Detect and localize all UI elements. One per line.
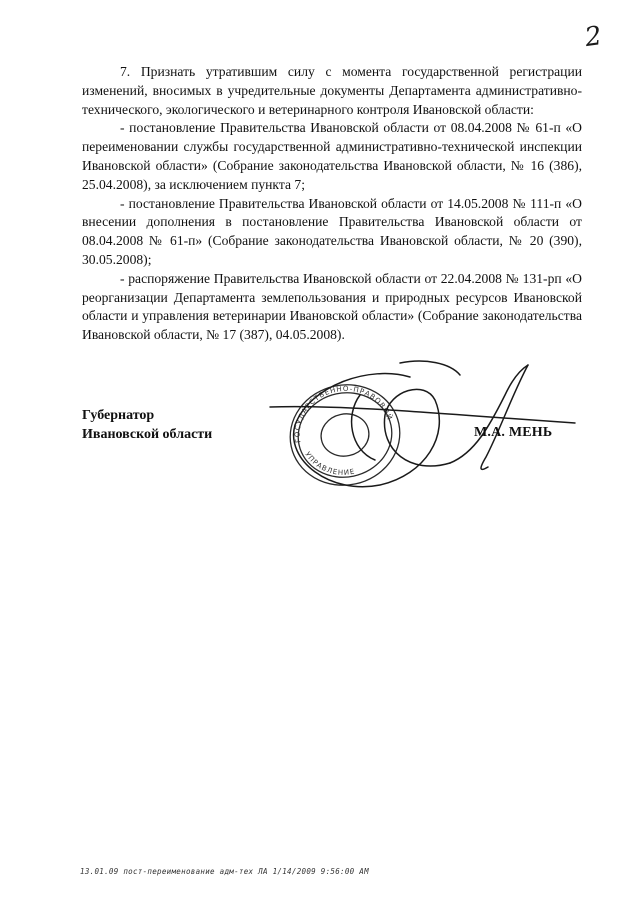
signatory-position-line2: Ивановской области <box>82 427 213 442</box>
signatory-position-line1: Губернатор <box>82 408 155 423</box>
page-number: 2 <box>582 20 604 54</box>
paragraph-resolution-111p: - постановление Правительства Ивановской области от 14.05.2008 № 111-п «О внесении дополнения в постановление Правительства Ивановской области от 08.04.2008 № 61-п» (Собрание законодательства Ивановской области, № 20 (390), 30.05.2008); <box>82 195 582 267</box>
paragraph-item-7: 7. Признать утратившим силу с момента государственной регистрации изменений, вносимых в учредительные документы Департамента административно-технического, экологического и ветеринарного контроля Ивановской области: <box>82 64 582 117</box>
document-body <box>82 63 582 345</box>
svg-text:УПРАВЛЕНИЕ: УПРАВЛЕНИЕ <box>303 450 356 477</box>
footer-file-info: 13.01.09 пост-переименование адм-тех ЛА 1/14/2009 9:56:00 AM <box>80 867 369 876</box>
paragraph-order-131rp: - распоряжение Правительства Ивановской области от 22.04.2008 № 131-рп «О реорганизации Департамента землепользования и природных ресурсов Ивановской области и управления ветеринарии Ивановской области» (Собрание законодательства Ивановской области, № 17 (387), 04.05.2008). <box>82 270 582 343</box>
signatory-name: М.А. МЕНЬ <box>474 425 553 440</box>
svg-text:ГОСУДАРСТВЕННО-ПРАВОВОЙ: ГОСУДАРСТВЕННО-ПРАВОВОЙ <box>293 384 394 444</box>
signatory-position <box>82 406 212 444</box>
seal-lettering <box>285 375 405 486</box>
paragraph-resolution-61p: - постановление Правительства Ивановской области от 08.04.2008 № 61-п «О переименовании службы государственной административно-технической инспекции Ивановской области» (Собрание законодательства Ивановской области, № 16 (386), 25.04.2008), за исключением пункта 7; <box>82 120 582 192</box>
